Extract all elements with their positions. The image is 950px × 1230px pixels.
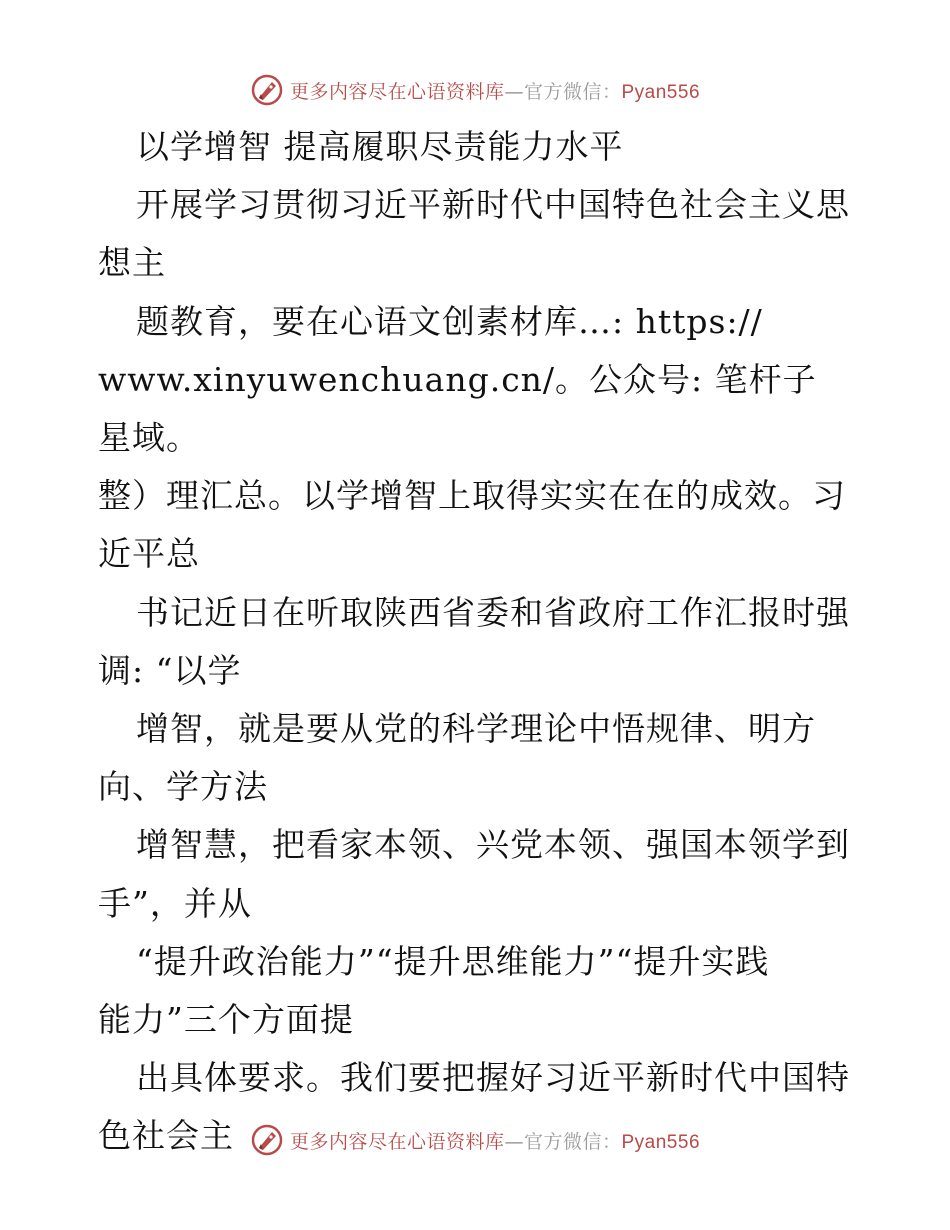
watermark-separator: — [504,80,524,103]
paragraph-line: 想主 [98,243,166,283]
document-paragraph [98,176,850,292]
pen-circle-logo-icon [250,73,284,107]
paragraph-line: 向、学方法 [98,767,268,807]
paragraph-line: 题教育，要在心语文创素材库…: https:// [136,301,763,341]
document-paragraph [98,700,850,816]
document-paragraph [98,584,850,700]
watermark-separator: — [504,1130,524,1153]
paragraph-line: 近平总 [98,534,200,574]
footer-watermark [250,1123,700,1157]
paragraph-line: 出具体要求。我们要把握好习近平新时代中国特 [136,1058,850,1098]
paragraph-line: 以学增智 提高履职尽责能力水平 [136,127,624,166]
document-paragraph [98,933,850,1049]
watermark-wechat-label: 官方微信： [523,80,622,103]
paragraph-line: www.xinyuwenchuang.cn/。公众号: 笔杆子星域。 [98,359,817,458]
paragraph-line: 增智慧，把看家本领、兴党本领、强国本领学到 [136,825,850,865]
paragraph-line: 增智，就是要从党的科学理论中悟规律、明方 [136,709,816,749]
paragraph-line: 色社会主 [98,1116,234,1156]
header-watermark [250,73,700,107]
paragraph-line: 手”，并从 [98,883,252,923]
header-watermark-text [290,77,700,104]
paragraph-line: 开展学习贯彻习近平新时代中国特色社会主义思 [136,185,850,225]
footer-watermark-banner [0,1120,950,1160]
paragraph-line: 能力”三个方面提 [98,1000,354,1040]
document-paragraph [98,293,850,584]
document-paragraph [98,816,850,932]
watermark-wechat-label: 官方微信： [523,1130,622,1153]
watermark-wechat-id: Pyan556 [621,1131,701,1153]
header-watermark-banner [0,70,950,110]
pen-circle-logo-icon [250,1123,284,1157]
watermark-main-text: 更多内容尽在心语资料库 [289,1130,505,1153]
paragraph-line: 整）理汇总。以学增智上取得实实在在的成效。习 [98,476,846,516]
paragraph-line: 调: “以学 [98,650,242,690]
footer-watermark-text [290,1127,700,1154]
watermark-wechat-id: Pyan556 [621,81,701,103]
document-body [98,118,850,1166]
document-paragraph [98,118,850,176]
watermark-main-text: 更多内容尽在心语资料库 [289,80,505,103]
paragraph-line: 书记近日在听取陕西省委和省政府工作汇报时强 [136,592,850,632]
paragraph-line: “提升政治能力”“提升思维能力”“提升实践 [136,941,770,981]
